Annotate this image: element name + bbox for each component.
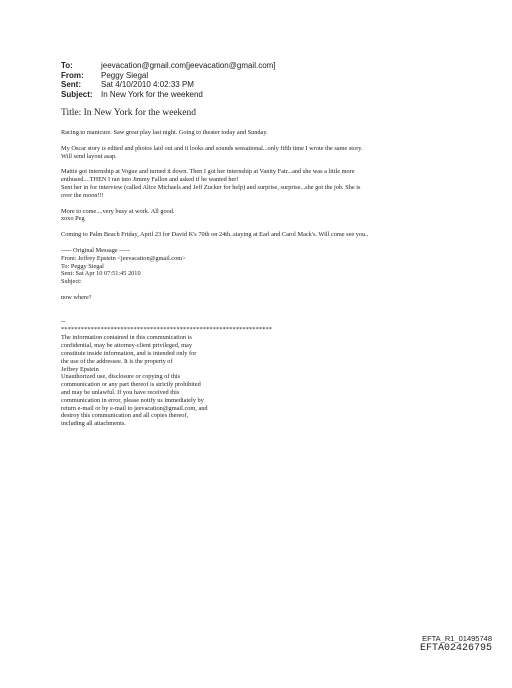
text-line: enthused....THEN I ran into Jimmy Fallon and asked if he wanted her! xyxy=(61,176,239,184)
from-row xyxy=(61,71,276,81)
text-line: including all attachments. xyxy=(61,420,126,428)
paragraph-3 xyxy=(61,168,466,199)
paragraph-1: Racing to manicure. Saw great play last night. Going to theater today and Sunday. xyxy=(61,129,268,136)
email-title: Title: In New York for the weekend xyxy=(61,108,197,118)
bates-id-secondary: EFTA02426795 xyxy=(419,643,492,654)
text-line: ----- Original Message ----- xyxy=(61,246,130,254)
text-line: Subject: xyxy=(61,278,82,286)
sent-label: Sent: xyxy=(61,80,81,89)
text-line: Will send layout asap. xyxy=(61,152,117,160)
bates-id-primary: EFTA_R1_01495748 xyxy=(422,634,492,643)
text-line: the use of the addressee. It is the property of xyxy=(61,357,173,365)
text-line: More to come....very busy at work. All good. xyxy=(61,207,175,215)
from-value: Peggy Siegal xyxy=(101,70,149,80)
text-line: communication or any part thereof is strictly prohibited xyxy=(61,381,201,389)
text-line: Sent her in for interview (called Alice Michaels and Jeff Zucker for help) and surprise, surprise...she got the job. She is xyxy=(61,183,361,191)
text-line: Unauthorized use, disclosure or copying of this xyxy=(61,373,181,381)
subject-row xyxy=(61,90,276,100)
text-line: destroy this communication and all copies thereof, xyxy=(61,412,189,420)
text-line: Mattie got internship at Vogue and turned it down. Then I got her internship at Vanity Fair...and she was a little more xyxy=(61,168,355,176)
text-line: From: Jeffrey Epstein <jeevacation@gmail.com> xyxy=(61,254,186,262)
text-line: and may be unlawful. If you have received this xyxy=(61,388,180,396)
text-line: confidential, may be attorney-client privileged, may xyxy=(61,342,192,350)
text-line: Sent: Sat Apr 10 07:51:45 2010 xyxy=(61,270,141,278)
original-message-header xyxy=(61,247,466,286)
email-header xyxy=(61,61,276,99)
to-row xyxy=(61,61,276,71)
to-label: To: xyxy=(61,61,73,70)
confidentiality-notice xyxy=(61,334,466,428)
text-line: Jeffrey Epstein xyxy=(61,365,99,373)
paragraph-2 xyxy=(61,145,466,161)
email-body xyxy=(61,108,466,428)
signature-separator: -- xyxy=(61,317,66,325)
text-line: communication in error, please notify us immediately by xyxy=(61,396,204,404)
text-line: xoxo Peg xyxy=(61,215,85,223)
to-value: jeevacation@gmail.com[jeevacation@gmail.com] xyxy=(101,61,276,70)
from-label: From: xyxy=(61,70,84,80)
document-footer xyxy=(420,634,492,655)
subject-label: Subject: xyxy=(61,89,93,99)
original-message-text: now where? xyxy=(61,293,92,301)
sent-value: Sat 4/10/2010 4:02:33 PM xyxy=(101,80,194,89)
text-line: To: Peggy Siegal xyxy=(61,262,104,270)
asterisk-divider: **************************************************************** xyxy=(61,325,273,333)
text-line: My Oscar story is edited and photos laid out and it looks and sounds sensational...only fifth time I wrote the same story. xyxy=(61,144,363,152)
text-line: return e-mail or by e-mail to jeevacation@gmail.com, and xyxy=(61,404,208,412)
paragraph-4 xyxy=(61,208,466,224)
sent-row xyxy=(61,80,276,90)
paragraph-5: Coming to Palm Beach Friday, April 23 for David K's 70th on 24th..staying at Earl and Carol Mack's. Will come see you.. xyxy=(61,231,369,239)
text-line: over the moon!!! xyxy=(61,191,104,199)
subject-value: In New York for the weekend xyxy=(101,89,203,99)
text-line: constitute inside information, and is intended only for xyxy=(61,349,197,357)
text-line: The information contained in this communication is xyxy=(61,334,192,342)
